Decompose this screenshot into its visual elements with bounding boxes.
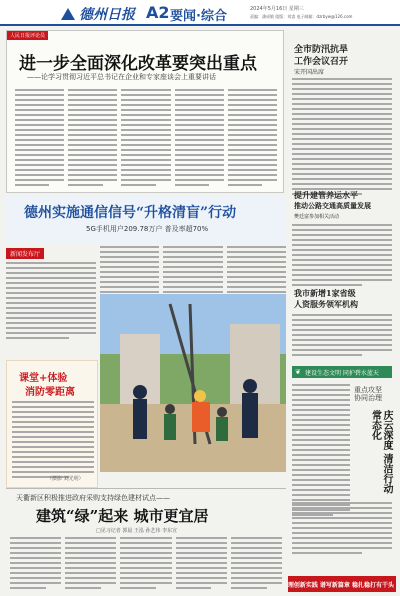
- lead-headline: 进一步全面深化改革要突出重点: [19, 54, 257, 74]
- right-column: [288, 30, 396, 500]
- bottom-story: [6, 488, 286, 592]
- lead-tag: 人民日报评论员: [7, 31, 48, 40]
- eco-title-line2: 清洁行动常态化: [369, 410, 392, 494]
- story3-title-line1: 我市新增1家省级: [294, 288, 356, 298]
- story1-body-text: [292, 78, 392, 195]
- eco-side-subtitle: [354, 386, 394, 403]
- promo-banner: [288, 576, 396, 592]
- editors-line: 责编：潘成敏 组版：刘睿 电子邮箱：dzrbyw@126.com: [250, 14, 353, 19]
- lead-story: [6, 30, 284, 193]
- left-body-text: [6, 262, 96, 339]
- leaf-icon: ❦: [295, 368, 301, 376]
- story1-subtitle: 宋开国出席: [294, 69, 325, 76]
- bottom-byline: □见习记者 郭晨 王泓 孙艺伟 李东宣: [96, 528, 178, 534]
- fire-drill-photo: [100, 294, 286, 472]
- lead-body-text: [15, 89, 277, 189]
- news-tag: 新闻发布厅: [6, 248, 44, 259]
- story1-title-line2: 工作会议召开: [294, 57, 349, 67]
- fire-safety-box: [6, 360, 98, 488]
- logo-emblem-icon: [60, 6, 76, 20]
- eco-side-title: [358, 410, 392, 500]
- bottom-headline: 建筑“绿”起来 城市更宜居: [36, 507, 209, 525]
- eco-sub-line2: 协同治理: [354, 394, 382, 403]
- box-title-line2: 消防零距离: [25, 387, 75, 398]
- left-column: [6, 248, 98, 488]
- story2-subtitle: 樊廷富参加相关活动: [294, 214, 340, 220]
- story2-body-text: [292, 224, 392, 286]
- masthead: [0, 0, 400, 26]
- box-credit: （摄影 刘光明）: [47, 476, 84, 482]
- promo-text: 理创新实践 谱写新篇章 稳扎稳打有干头: [288, 582, 394, 589]
- story2-title-line1: 提升建管养运水平: [294, 190, 358, 200]
- eco-banner: [292, 366, 392, 378]
- bottom-body-text: [10, 537, 282, 589]
- date-line: 2024年5月16日 星期三: [250, 6, 304, 12]
- middle-subhead: 5G手机用户209.78万户 普及率超70%: [86, 225, 209, 233]
- section-name: 要闻·综合: [170, 9, 227, 24]
- bottom-kicker: 天衢新区积极推进政府采购支持绿色建材试点——: [16, 494, 170, 502]
- eco-banner-label: 建设生态文明 同护碧水蓝天: [305, 370, 379, 377]
- page-code: A2: [146, 3, 170, 22]
- paper-logo: 德州日报: [79, 7, 135, 23]
- box-title-line1: 课堂+体验: [19, 373, 68, 384]
- story3-body-text: [292, 314, 392, 356]
- eco-sub-line1: 重点攻坚: [354, 386, 382, 394]
- middle-headline: 德州实施通信信号“升格清盲”行动: [24, 205, 237, 221]
- lead-subhead: ——论学习贯彻习近平总书记在企业和专家座谈会上重要讲话: [27, 73, 216, 81]
- middle-story: [6, 196, 286, 244]
- eco-title-line1: 庆云深度: [381, 410, 392, 450]
- box-body-text: [12, 401, 94, 478]
- right-bottom-body-text: [292, 502, 392, 554]
- news-photo: [100, 294, 286, 472]
- story2-title-line2: 推动公路交通高质量发展: [294, 201, 371, 210]
- story1-title-line1: 全市防汛抗旱: [294, 45, 349, 55]
- eco-body-text: [292, 384, 350, 516]
- story3-title-line2: 人资服务领军机构: [294, 299, 358, 309]
